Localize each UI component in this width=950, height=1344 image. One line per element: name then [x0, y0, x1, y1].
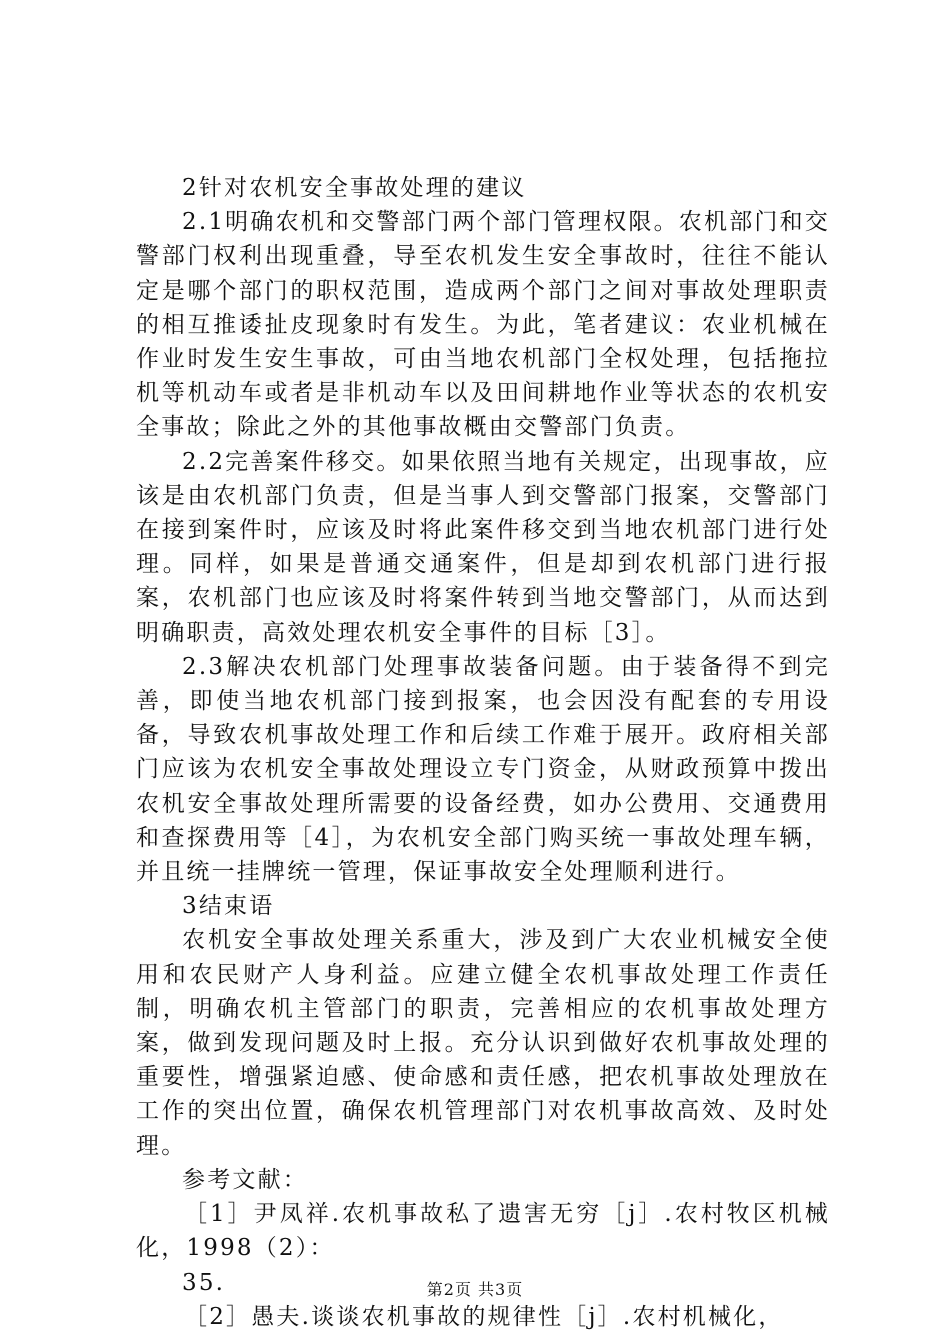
paragraph-conclusion: 农机安全事故处理关系重大，涉及到广大农业机械安全使用和农民财产人身利益。应建立健全农机事故处理工作责任制，明确农机主管部门的职责，完善相应的农机事故处理方案，做到发现问题及时上报。充分认识到做好农机事故处理的重要性，增强紧迫感、使命感和责任感，把农机事故处理放在工作的突出位置，确保农机管理部门对农机事故高效、及时处理。 [136, 927, 830, 1159]
document-body [136, 171, 830, 1334]
paragraph-2-1: 2.1明确农机和交警部门两个部门管理权限。农机部门和交警部门权利出现重叠，导至农机发生安全事故时，往往不能认定是哪个部门的职权范围，造成两个部门之间对事故处理职责的相互推诿扯皮现象时有发生。为此，笔者建议：农业机械在作业时发生安生事故，可由当地农机部门全权处理，包括拖拉机等机动车或者是非机动车以及田间耕地作业等状态的农机安全事故；除此之外的其他事故概由交警部门负责。 [136, 209, 830, 441]
page-footer: 第2页 共3页 [426, 1280, 524, 1299]
section-heading-conclusion: 3结束语 [182, 893, 275, 920]
paragraph-2-3: 2.3解决农机部门处理事故装备问题。由于装备得不到完善，即使当地农机部门接到报案，也会因没有配套的专用设备，导致农机事故处理工作和后续工作难于展开。政府相关部门应该为农机安全事故处理设立专门资金，从财政预算中拨出农机安全事故处理所需要的设备经费，如办公费用、交通费用和查探费用等［4］，为农机安全部门购买统一事故处理车辆，并且统一挂牌统一管理，保证事故安全处理顺利进行。 [136, 653, 830, 886]
reference-2: ［2］愚夫.谈谈农机事故的规律性［j］.农村机械化， [184, 1303, 784, 1330]
reference-1-pages: 35. [182, 1269, 226, 1296]
paragraph-2-2: 2.2完善案件移交。如果依照当地有关规定，出现事故，应该是由农机部门负责，但是当事人到交警部门报案，交警部门在接到案件时，应该及时将此案件移交到当地农机部门进行处理。同样，如果是普通交通案件，但是却到农机部门进行报案，农机部门也应该及时将案件转到当地交警部门，从而达到明确职责，高效处理农机安全事件的目标［3］。 [136, 448, 830, 646]
section-heading-suggestions: 2针对农机安全事故处理的建议 [182, 175, 527, 201]
references-heading: 参考文献： [182, 1166, 308, 1193]
reference-1: ［1］尹凤祥.农机事故私了遗害无穷［j］.农村牧区机械化，1998（2）： [136, 1201, 830, 1262]
